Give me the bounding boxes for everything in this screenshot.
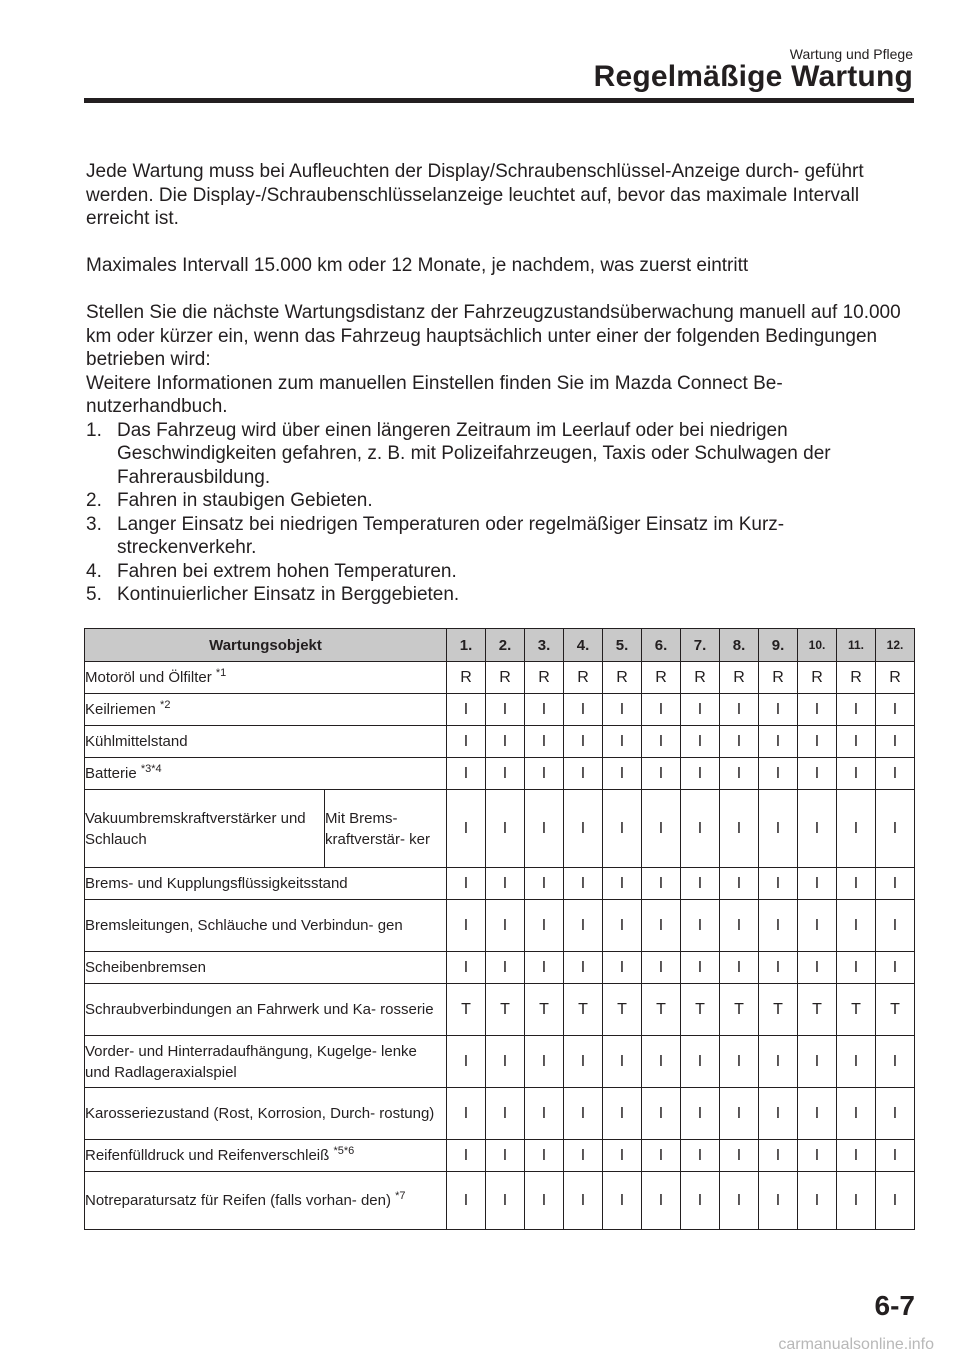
interval-value: I (798, 900, 837, 952)
interval-value: I (603, 1172, 642, 1230)
interval-value: I (837, 1036, 876, 1088)
interval-value: I (876, 1140, 915, 1172)
header-interval: 7. (681, 629, 720, 662)
row-item (85, 984, 447, 1036)
row-item-label: Batterie (85, 765, 137, 782)
interval-value: I (525, 1140, 564, 1172)
table-row (85, 1036, 915, 1088)
interval-value: I (681, 1088, 720, 1140)
interval-value: I (603, 726, 642, 758)
table-row (85, 790, 915, 868)
interval-value: I (681, 726, 720, 758)
interval-value: I (525, 726, 564, 758)
row-item (85, 790, 325, 868)
table-row (85, 984, 915, 1036)
interval-value: I (564, 726, 603, 758)
interval-value: I (486, 726, 525, 758)
table-row (85, 1088, 915, 1140)
interval-value: I (486, 1140, 525, 1172)
row-item (85, 662, 447, 694)
interval-value: I (837, 868, 876, 900)
intro-text (86, 160, 916, 607)
condition-text: Fahren bei extrem hohen Temperaturen. (117, 560, 457, 582)
interval-value: I (720, 758, 759, 790)
interval-value: I (603, 952, 642, 984)
table-row (85, 694, 915, 726)
interval-value: I (876, 900, 915, 952)
interval-value: I (486, 900, 525, 952)
interval-value: I (681, 868, 720, 900)
interval-value: I (525, 1172, 564, 1230)
interval-value: I (564, 758, 603, 790)
interval-value: I (837, 726, 876, 758)
interval-value: I (603, 1036, 642, 1088)
interval-value: I (603, 868, 642, 900)
interval-value: I (642, 1036, 681, 1088)
interval-value: T (525, 984, 564, 1036)
interval-value: I (720, 1140, 759, 1172)
interval-value: I (837, 790, 876, 868)
row-item (85, 868, 447, 900)
row-item-label: Kühlmittelstand (85, 733, 188, 750)
interval-value: R (759, 662, 798, 694)
interval-value: I (759, 1036, 798, 1088)
interval-value: I (447, 868, 486, 900)
interval-value: I (759, 1088, 798, 1140)
interval-value: I (603, 1088, 642, 1140)
interval-value: I (837, 1172, 876, 1230)
interval-value: I (759, 868, 798, 900)
condition-number: 2. (86, 490, 102, 511)
interval-value: I (525, 868, 564, 900)
header-interval: 1. (447, 629, 486, 662)
header-interval: 10. (798, 629, 837, 662)
interval-value: I (837, 900, 876, 952)
interval-value: I (447, 900, 486, 952)
interval-value: R (720, 662, 759, 694)
condition-text: Fahren in staubigen Gebieten. (117, 490, 373, 511)
watermark: carmanualsonline.info (778, 1336, 934, 1353)
table-row (85, 868, 915, 900)
interval-value: I (876, 758, 915, 790)
intro-paragraph-1: Jede Wartung muss bei Aufleuchten der Display/Schraubenschlüssel-Anzeige durch- geführt werden. Die Display-/Schraubenschlüsselanzeige leuchtet auf, bevor das maximale Intervall erreicht ist. (86, 161, 864, 229)
condition-number: 4. (86, 560, 102, 582)
interval-value: T (759, 984, 798, 1036)
interval-value: I (642, 1088, 681, 1140)
interval-value: I (681, 1140, 720, 1172)
interval-value: I (564, 868, 603, 900)
interval-value: I (720, 1088, 759, 1140)
interval-value: T (720, 984, 759, 1036)
interval-value: T (876, 984, 915, 1036)
condition-item (86, 489, 916, 513)
interval-value: I (564, 952, 603, 984)
interval-value: I (642, 758, 681, 790)
interval-value: I (798, 1172, 837, 1230)
interval-value: I (681, 1036, 720, 1088)
row-item-label: Reifenfülldruck und Reifenverschleiß (85, 1147, 330, 1164)
interval-value: I (720, 868, 759, 900)
interval-value: I (486, 868, 525, 900)
interval-value: R (681, 662, 720, 694)
interval-value: I (681, 758, 720, 790)
condition-number: 1. (86, 419, 102, 441)
header-interval: 5. (603, 629, 642, 662)
interval-value: I (876, 1088, 915, 1140)
condition-text: Kontinuierlicher Einsatz in Berggebieten. (117, 584, 460, 605)
interval-value: I (876, 1172, 915, 1230)
row-item (85, 1088, 447, 1140)
interval-value: I (603, 900, 642, 952)
interval-value: I (525, 900, 564, 952)
interval-value: I (564, 1088, 603, 1140)
interval-value: I (720, 952, 759, 984)
intro-paragraph-3: Stellen Sie die nächste Wartungsdistanz der Fahrzeugzustandsüberwachung manuell auf 10.000 km oder kürzer ein, wenn das Fahrzeug hauptsächlich unter einer der folgenden Bedingungen betrieben wird: (86, 302, 901, 370)
row-subitem: Mit Brems- kraftverstär- ker (325, 790, 447, 868)
header-divider (84, 98, 914, 103)
interval-value: I (525, 1088, 564, 1140)
interval-value: I (447, 952, 486, 984)
interval-value: I (837, 758, 876, 790)
interval-value: I (447, 1088, 486, 1140)
interval-value: I (837, 1140, 876, 1172)
row-item-label: Vakuumbremskraftverstärker und Schlauch (85, 809, 306, 848)
interval-value: I (603, 790, 642, 868)
row-item-label: Schraubverbindungen an Fahrwerk und Ka- rosserie (85, 1001, 434, 1018)
interval-value: I (486, 694, 525, 726)
footnote-marker: *5*6 (333, 1145, 355, 1157)
interval-value: I (525, 790, 564, 868)
interval-value: I (564, 900, 603, 952)
interval-value: R (603, 662, 642, 694)
interval-value: I (681, 694, 720, 726)
row-item (85, 1140, 447, 1172)
table-header-row (85, 629, 915, 662)
row-item-label: Bremsleitungen, Schläuche und Verbindun- gen (85, 917, 403, 934)
interval-value: I (798, 1140, 837, 1172)
interval-value: I (486, 952, 525, 984)
page-title: Regelmäßige Wartung (593, 60, 913, 93)
interval-value: I (447, 694, 486, 726)
interval-value: I (525, 758, 564, 790)
interval-value: I (798, 1088, 837, 1140)
interval-value: T (486, 984, 525, 1036)
condition-number: 5. (86, 584, 102, 605)
interval-value: I (525, 694, 564, 726)
header-interval: 12. (876, 629, 915, 662)
interval-value: R (876, 662, 915, 694)
interval-value: R (837, 662, 876, 694)
interval-value: R (798, 662, 837, 694)
condition-text: Das Fahrzeug wird über einen längeren Zeitraum im Leerlauf oder bei niedrigen Geschwindigkeiten gefahren, z. B. mit Polizeifahrzeugen, Taxis oder Schulwagen der Fahrerausbildung. (117, 419, 831, 488)
interval-value: I (447, 1036, 486, 1088)
interval-value: T (564, 984, 603, 1036)
interval-value: R (642, 662, 681, 694)
header-interval: 11. (837, 629, 876, 662)
intro-paragraph-2: Maximales Intervall 15.000 km oder 12 Monate, je nachdem, was zuerst eintritt (86, 255, 749, 276)
interval-value: I (759, 900, 798, 952)
interval-value: I (603, 694, 642, 726)
interval-value: I (759, 694, 798, 726)
interval-value: I (876, 1036, 915, 1088)
header-maintenance-item: Wartungsobjekt (85, 629, 447, 662)
header-interval: 6. (642, 629, 681, 662)
interval-value: I (642, 694, 681, 726)
interval-value: I (759, 790, 798, 868)
interval-value: I (642, 1140, 681, 1172)
interval-value: I (525, 952, 564, 984)
interval-value: I (759, 726, 798, 758)
interval-value: I (720, 1036, 759, 1088)
interval-value: I (876, 952, 915, 984)
condition-list (86, 419, 916, 607)
interval-value: I (837, 952, 876, 984)
header-interval: 3. (525, 629, 564, 662)
condition-item (86, 560, 916, 584)
interval-value: I (564, 1140, 603, 1172)
interval-value: I (642, 900, 681, 952)
row-item-label: Karosseriezustand (Rost, Korrosion, Durch- rostung) (85, 1105, 435, 1122)
interval-value: I (720, 694, 759, 726)
interval-value: I (876, 726, 915, 758)
interval-value: I (798, 952, 837, 984)
interval-value: I (447, 1172, 486, 1230)
interval-value: I (564, 790, 603, 868)
interval-value: I (642, 726, 681, 758)
section-label: Wartung und Pflege (789, 46, 913, 62)
row-item (85, 726, 447, 758)
interval-value: I (603, 1140, 642, 1172)
interval-value: T (681, 984, 720, 1036)
table-body (85, 662, 915, 1230)
row-item-label: Notreparatursatz für Reifen (falls vorhan- den) (85, 1192, 391, 1209)
interval-value: I (759, 1172, 798, 1230)
interval-value: I (798, 694, 837, 726)
footnote-marker: *2 (160, 699, 171, 711)
interval-value: I (720, 790, 759, 868)
interval-value: I (798, 726, 837, 758)
maintenance-table (84, 628, 915, 1230)
header-interval: 9. (759, 629, 798, 662)
row-item-label: Motoröl und Ölfilter (85, 669, 212, 686)
interval-value: I (681, 900, 720, 952)
interval-value: I (642, 1172, 681, 1230)
row-item (85, 1172, 447, 1230)
interval-value: I (564, 1172, 603, 1230)
interval-value: I (720, 726, 759, 758)
interval-value: I (798, 758, 837, 790)
interval-value: I (759, 758, 798, 790)
interval-value: I (486, 758, 525, 790)
interval-value: I (447, 790, 486, 868)
interval-value: I (759, 1140, 798, 1172)
interval-value: I (564, 694, 603, 726)
page-number: 6-7 (874, 1290, 915, 1321)
condition-number: 3. (86, 513, 102, 535)
interval-value: R (564, 662, 603, 694)
interval-value: R (447, 662, 486, 694)
interval-value: I (837, 1088, 876, 1140)
interval-value: I (447, 726, 486, 758)
interval-value: I (447, 1140, 486, 1172)
interval-value: R (486, 662, 525, 694)
table-row (85, 662, 915, 694)
table-row (85, 952, 915, 984)
header-interval: 2. (486, 629, 525, 662)
interval-value: T (603, 984, 642, 1036)
interval-value: I (759, 952, 798, 984)
interval-value: I (603, 758, 642, 790)
interval-value: T (642, 984, 681, 1036)
interval-value: I (486, 1088, 525, 1140)
row-item (85, 694, 447, 726)
table-row (85, 1172, 915, 1230)
interval-value: I (798, 868, 837, 900)
header-interval: 8. (720, 629, 759, 662)
interval-value: I (564, 1036, 603, 1088)
condition-text: Langer Einsatz bei niedrigen Temperaturen oder regelmäßiger Einsatz im Kurz- streckenverkehr. (117, 513, 785, 558)
intro-paragraph-4: Weitere Informationen zum manuellen Einstellen finden Sie im Mazda Connect Be- nutzerhandbuch. (86, 372, 783, 417)
footnote-marker: *3*4 (140, 763, 162, 775)
condition-item (86, 419, 916, 490)
interval-value: I (642, 790, 681, 868)
table-row (85, 758, 915, 790)
header-interval: 4. (564, 629, 603, 662)
interval-value: I (876, 868, 915, 900)
interval-value: I (486, 1172, 525, 1230)
interval-value: I (642, 952, 681, 984)
interval-value: R (525, 662, 564, 694)
interval-value: I (681, 790, 720, 868)
interval-value: I (681, 952, 720, 984)
table-row (85, 1140, 915, 1172)
interval-value: T (837, 984, 876, 1036)
interval-value: T (798, 984, 837, 1036)
row-item (85, 952, 447, 984)
row-item-label: Scheibenbremsen (85, 959, 206, 976)
row-item-label: Brems- und Kupplungsflüssigkeitsstand (85, 875, 348, 892)
table-row (85, 726, 915, 758)
interval-value: I (798, 1036, 837, 1088)
interval-value: I (486, 790, 525, 868)
interval-value: I (876, 694, 915, 726)
table-row (85, 900, 915, 952)
row-item-label: Keilriemen (85, 701, 156, 718)
interval-value: I (525, 1036, 564, 1088)
row-item (85, 758, 447, 790)
footnote-marker: *7 (395, 1190, 406, 1202)
row-item (85, 1036, 447, 1088)
interval-value: I (642, 868, 681, 900)
row-item (85, 900, 447, 952)
interval-value: I (720, 1172, 759, 1230)
interval-value: I (681, 1172, 720, 1230)
interval-value: I (837, 694, 876, 726)
interval-value: I (447, 758, 486, 790)
interval-value: T (447, 984, 486, 1036)
interval-value: I (486, 1036, 525, 1088)
interval-value: I (798, 790, 837, 868)
row-item-label: Vorder- und Hinterradaufhängung, Kugelge- lenke und Radlageraxialspiel (85, 1042, 417, 1081)
interval-value: I (720, 900, 759, 952)
condition-item (86, 583, 916, 607)
footnote-marker: *1 (215, 667, 227, 679)
interval-value: I (876, 790, 915, 868)
condition-item (86, 513, 916, 560)
